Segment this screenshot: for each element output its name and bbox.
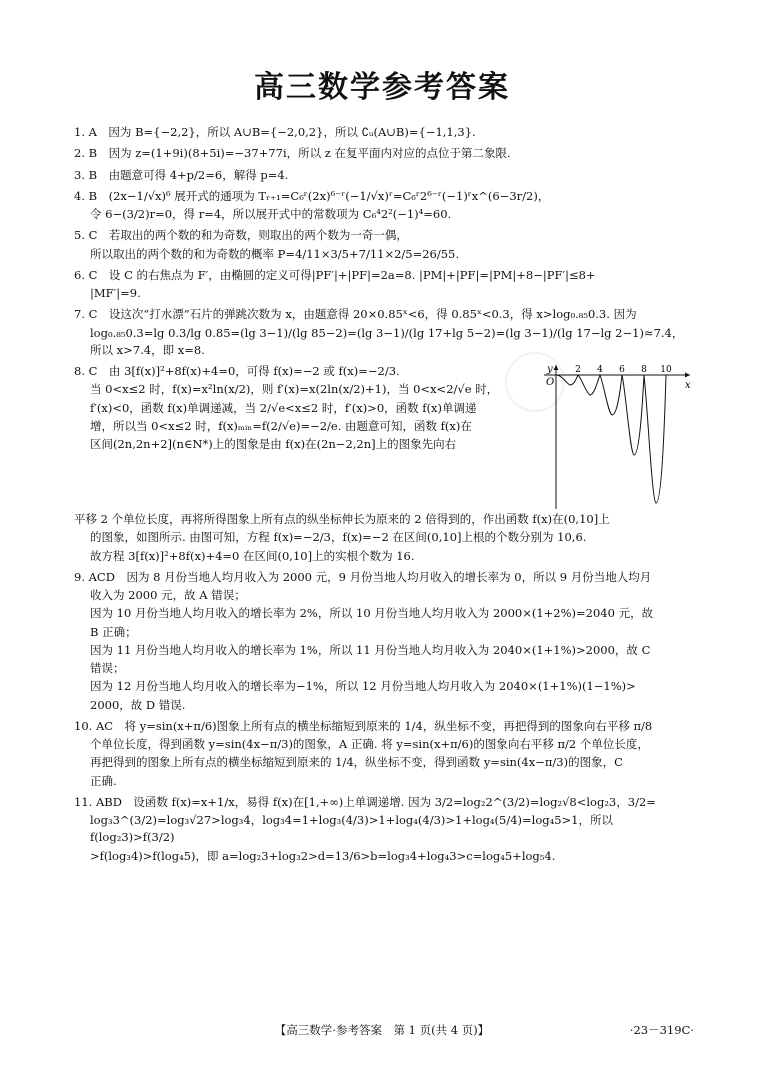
- x-tick-4: 4: [597, 365, 603, 375]
- answer-10-line-2: 个单位长度，得到函数 y=sin(4x−π/3)的图象，A 正确. 将 y=sin(x+π/6)的图象向右平移 π/2 个单位长度，: [90, 737, 649, 751]
- x-axis-label: x: [685, 380, 691, 391]
- answer-11-line-1: 11. ABD 设函数 f(x)=x+1/x，易得 f(x)在[1,+∞)上单调递增. 因为 3/2=log₂2^(3/2)=log₂√8<log₂3，3/2=: [74, 794, 656, 809]
- answer-9-line-4: B 正确；: [90, 624, 137, 639]
- x-tick-10: 10: [660, 365, 672, 375]
- answer-6-line-2: |MF′|=9.: [90, 286, 141, 300]
- answer-5-line-1: 5. C 若取出的两个数的和为奇数，则取出的两个数为一奇一偶，: [74, 228, 408, 243]
- answer-9-line-1: 9. ACD 因为 8 月份当地人均月收入为 2000 元，9 月份当地人均月收入的增长率为 0，所以 9 月份当地人均月: [74, 569, 652, 584]
- answer-8-line-5: 区间(2n,2n+2](n∈N*)上的图象是由 f(x)在(2n−2,2n]上的图象先向右: [90, 437, 457, 451]
- answer-6: [74, 267, 694, 303]
- answer-8-line-8: 故方程 3[f(x)]²+8f(x)+4=0 在区间(0,10]上的实根个数为 16.: [90, 548, 415, 563]
- answer-8-line-7: 的图象，如图所示. 由图可知，方程 f(x)=−2/3，f(x)=−2 在区间(0,10]上根的个数分别为 10,6.: [90, 530, 587, 545]
- y-axis-label: y: [547, 364, 553, 375]
- answer-4-line-1: 4. B (2x−1/√x)⁶ 展开式的通项为 Tᵣ₊₁=C₆ʳ(2x)⁶⁻ʳ(−1/√x)ʳ=C₆ʳ2⁶⁻ʳ(−1)ʳx^(6−3r/2)，: [74, 188, 550, 203]
- answer-5-line-2: 所以取出的两个数的和为奇数的概率 P=4/11×3/5+7/11×2/5=26/55.: [90, 246, 460, 261]
- answer-6-line-1: 6. C 设 C 的右焦点为 F′，由椭圆的定义可得|PF′|+|PF|=2a=8. |PM|+|PF|=|PM|+8−|PF′|≤8+: [74, 267, 596, 282]
- answer-4: [74, 188, 694, 224]
- x-tick-labels: [575, 365, 672, 375]
- answer-5: [74, 227, 694, 263]
- answer-9-line-6: 错误；: [90, 661, 125, 675]
- y-axis-arrow: [554, 365, 559, 370]
- function-curve: [556, 375, 666, 503]
- answer-10-line-1: 10. AC 将 y=sin(x+π/6)图象上所有点的横坐标缩短到原来的 1/4，纵坐标不变，再把得到的图象向右平移 π/8: [74, 718, 653, 733]
- answer-9-line-2: 收入为 2000 元，故 A 错误；: [90, 588, 246, 602]
- page-footer: 【高三数学·参考答案 第 1 页(共 4 页)】: [274, 1023, 490, 1037]
- answer-10-line-3: 再把得到的图象上所有点的横坐标缩短到原来的 1/4，纵坐标不变，得到函数 y=sin(4x−π/3)的图象，C: [90, 755, 623, 770]
- answer-7-line-1: 7. C 设这次“打水漂”石片的弹跳次数为 x，由题意得 20×0.85ˣ<6，得 0.85ˣ<0.3，得 x>log₀.₈₅0.3. 因为: [74, 307, 637, 322]
- answer-1: 1. A 因为 B={−2,2}，所以 A∪B={−2,0,2}，所以 ∁ᵤ(A∪B)={−1,1,3}.: [74, 125, 476, 139]
- answer-8-line-6: 平移 2 个单位长度，再将所得图象上所有点的纵坐标伸长为原来的 2 倍得到的，作出函数 f(x)在(0,10]上: [74, 512, 610, 526]
- answer-8-line-3: f′(x)<0，函数 f(x)单调递减，当 2/√e<x≤2 时，f′(x)>0，函数 f(x)单调递: [90, 400, 477, 415]
- answer-8-line-2: 当 0<x≤2 时，f(x)=x²ln(x/2)，则 f′(x)=x(2ln(x/2)+1)，当 0<x<2/√e 时，: [90, 382, 499, 397]
- answer-7: [74, 306, 694, 359]
- answer-9-line-5: 因为 11 月份当地人均月收入的增长率为 1%，所以 11 月份当地人均月收入为 2040×(1+1%)>2000，故 C: [90, 642, 651, 657]
- answer-11-line-3: >f(log₃4)>f(log₄5)，即 a=log₂3+log₃2>d=13/6>b=log₃4+log₄3>c=log₄5+log₅4.: [90, 848, 556, 863]
- answer-11: [74, 794, 694, 865]
- answer-10-line-4: 正确.: [90, 773, 117, 788]
- function-graph-figure: [544, 363, 694, 511]
- document-code: ·23－319C·: [629, 1023, 694, 1037]
- answer-10: [74, 718, 694, 790]
- answer-2: 2. B 因为 z=(1+9i)(8+5i)=−37+77i，所以 z 在复平面内对应的点位于第二象限.: [74, 146, 511, 161]
- answer-7-line-2: log₀.₈₅0.3=lg 0.3/lg 0.85=(lg 3−1)/(lg 85−2)=(lg 3−1)/(lg 17+lg 5−2)=(lg 3−1)/(lg 17−lg 2−1)≈7.4，所以 x>7.4，即 x=8.: [90, 325, 684, 357]
- x-tick-2: 2: [575, 365, 581, 375]
- answer-3: 3. B 由题意可得 4+p/2=6，解得 p=4.: [74, 167, 289, 182]
- x-tick-6: 6: [619, 365, 625, 375]
- answer-4-line-2: 令 6−(3/2)r=0，得 r=4，所以展开式中的常数项为 C₆⁴2²(−1)⁴=60.: [90, 207, 452, 221]
- answer-8-line-1: 8. C 由 3[f(x)]²+8f(x)+4=0，可得 f(x)=−2 或 f(x)=−2/3.: [74, 364, 400, 378]
- answer-8-with-figure: [74, 363, 694, 511]
- answer-9-line-7: 因为 12 月份当地人均月收入的增长率为−1%，所以 12 月份当地人均月收入为 2040×(1+1%)(1−1%)>: [90, 679, 636, 694]
- answer-9-line-8: 2000，故 D 错误.: [90, 697, 186, 712]
- origin-label: O: [546, 377, 555, 388]
- page-title: 高三数学参考答案: [254, 70, 510, 105]
- answer-11-line-2: log₃3^(3/2)=log₃√27>log₃4，log₃4=1+log₃(4/3)>1+log₄(4/3)>1+log₄(5/4)=log₄5>1，所以 f(log₂3)>f(3/2): [90, 813, 613, 845]
- answer-8-line-4: 增，所以当 0<x≤2 时，f(x)ₘᵢₙ=f(2/√e)=−2/e. 由题意可知，函数 f(x)在: [90, 418, 472, 433]
- answer-9-line-3: 因为 10 月份当地人均月收入的增长率为 2%，所以 10 月份当地人均月收入为 2000×(1+2%)=2040 元，故: [90, 606, 654, 621]
- x-axis-arrow: [685, 373, 690, 378]
- answer-8-text-column: [74, 363, 536, 511]
- x-tick-8: 8: [641, 365, 647, 375]
- answer-content: [74, 124, 694, 869]
- answer-9: [74, 569, 694, 714]
- answer-8: [74, 363, 694, 565]
